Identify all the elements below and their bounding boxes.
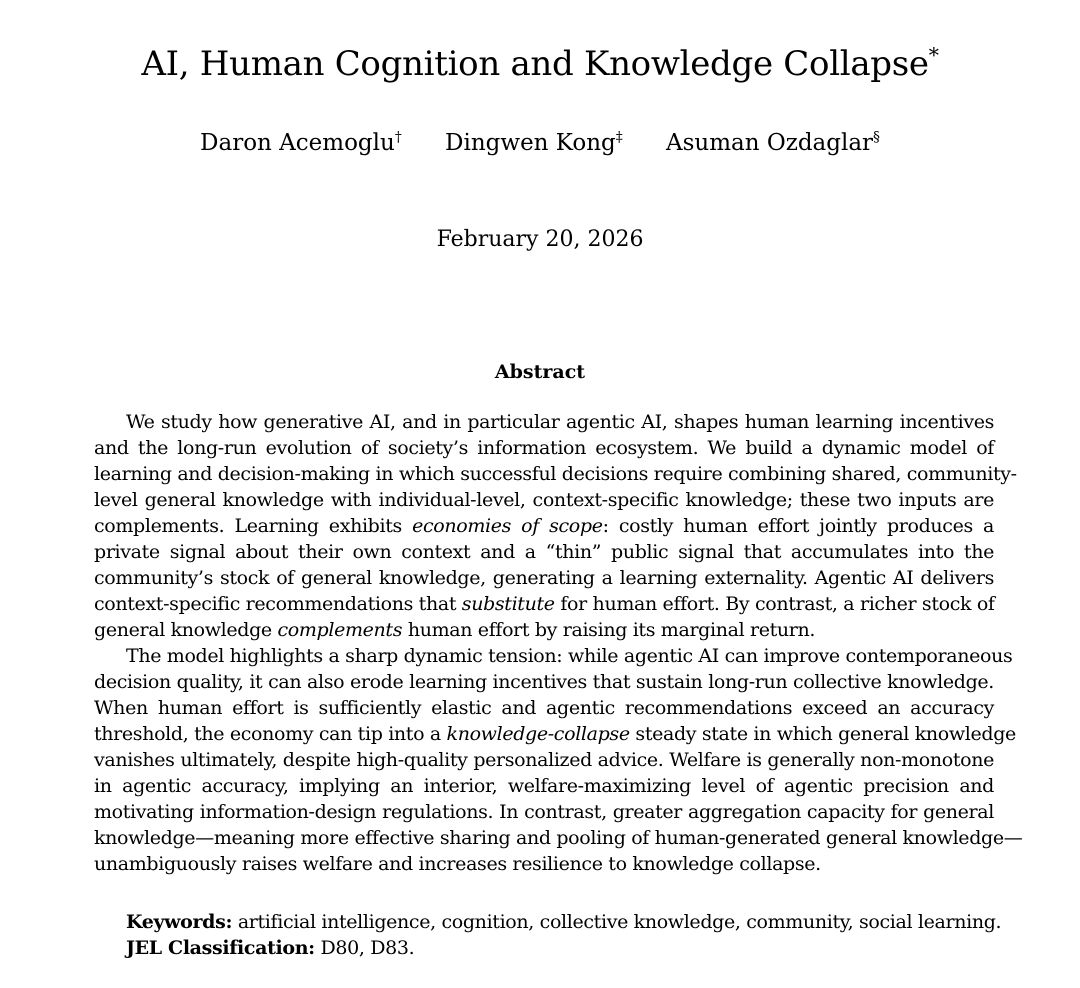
emphasis-text: complements (277, 619, 403, 641)
jel-row (126, 935, 1006, 961)
abstract-line: knowledge—meaning more effective sharing and pooling of human-generated general knowledge— (94, 827, 1023, 849)
abstract-line: private signal about their own context and a “thin” public signal that accumulates into the (94, 541, 994, 563)
author: Asuman Ozdaglar§ (665, 129, 880, 156)
abstract-line: learning and decision-making in which successful decisions require combining shared, community- (94, 463, 1017, 485)
abstract-body (94, 409, 1023, 877)
abstract-line: When human effort is sufficiently elastic and agentic recommendations exceed an accuracy (94, 697, 994, 719)
abstract-line: decision quality, it can also erode learning incentives that sustain long-run collective knowledge. (94, 671, 994, 693)
author-footnote-mark: † (394, 129, 402, 146)
emphasis-text: economies of scope (412, 515, 603, 537)
keywords-row (126, 909, 1006, 935)
jel-label: JEL Classification: (126, 937, 315, 959)
paper-date: February 20, 2026 (436, 227, 644, 252)
author: Dingwen Kong‡ (445, 129, 623, 156)
author: Daron Acemoglu† (200, 129, 402, 156)
abstract-line: and the long-run evolution of society’s information ecosystem. We build a dynamic model of (94, 437, 994, 459)
abstract-line: in agentic accuracy, implying an interior, welfare-maximizing level of agentic precision and (94, 775, 994, 797)
abstract-line: level general knowledge with individual-level, context-specific knowledge; these two inputs are (94, 489, 994, 511)
abstract-line: vanishes ultimately, despite high-quality personalized advice. Welfare is generally non-monotone (94, 749, 994, 771)
title-footnote-mark: * (928, 43, 939, 68)
author-footnote-mark: § (873, 129, 880, 146)
abstract-line: unambiguously raises welfare and increases resilience to knowledge collapse. (94, 853, 821, 875)
abstract-line: general knowledge complements human effort by raising its marginal return. (94, 619, 816, 641)
author-footnote-mark: ‡ (615, 129, 623, 146)
jel-text: D80, D83. (320, 937, 415, 959)
paper-title (0, 44, 1080, 84)
author-list (0, 130, 1080, 156)
abstract-line: The model highlights a sharp dynamic tension: while agentic AI can improve contemporaneous (126, 645, 1013, 667)
keywords-block (126, 909, 1006, 961)
abstract-line: community’s stock of general knowledge, generating a learning externality. Agentic AI delivers (94, 567, 994, 589)
title-text: AI, Human Cognition and Knowledge Collapse (141, 44, 929, 84)
abstract-line: We study how generative AI, and in particular agentic AI, shapes human learning incentives (126, 411, 994, 433)
keywords-label: Keywords: (126, 911, 233, 933)
abstract-line: threshold, the economy can tip into a knowledge-collapse steady state in which general knowledge (94, 723, 1016, 745)
abstract-line: motivating information-design regulations. In contrast, greater aggregation capacity for general (94, 801, 994, 823)
abstract-heading: Abstract (494, 361, 586, 383)
abstract-line: complements. Learning exhibits economies of scope: costly human effort jointly produces a (94, 515, 995, 537)
abstract-line: context-specific recommendations that substitute for human effort. By contrast, a richer stock of (94, 593, 995, 615)
emphasis-text: substitute (461, 593, 555, 615)
emphasis-text: knowledge-collapse (446, 723, 630, 745)
keywords-text: artificial intelligence, cognition, collective knowledge, community, social learning. (237, 911, 1002, 933)
